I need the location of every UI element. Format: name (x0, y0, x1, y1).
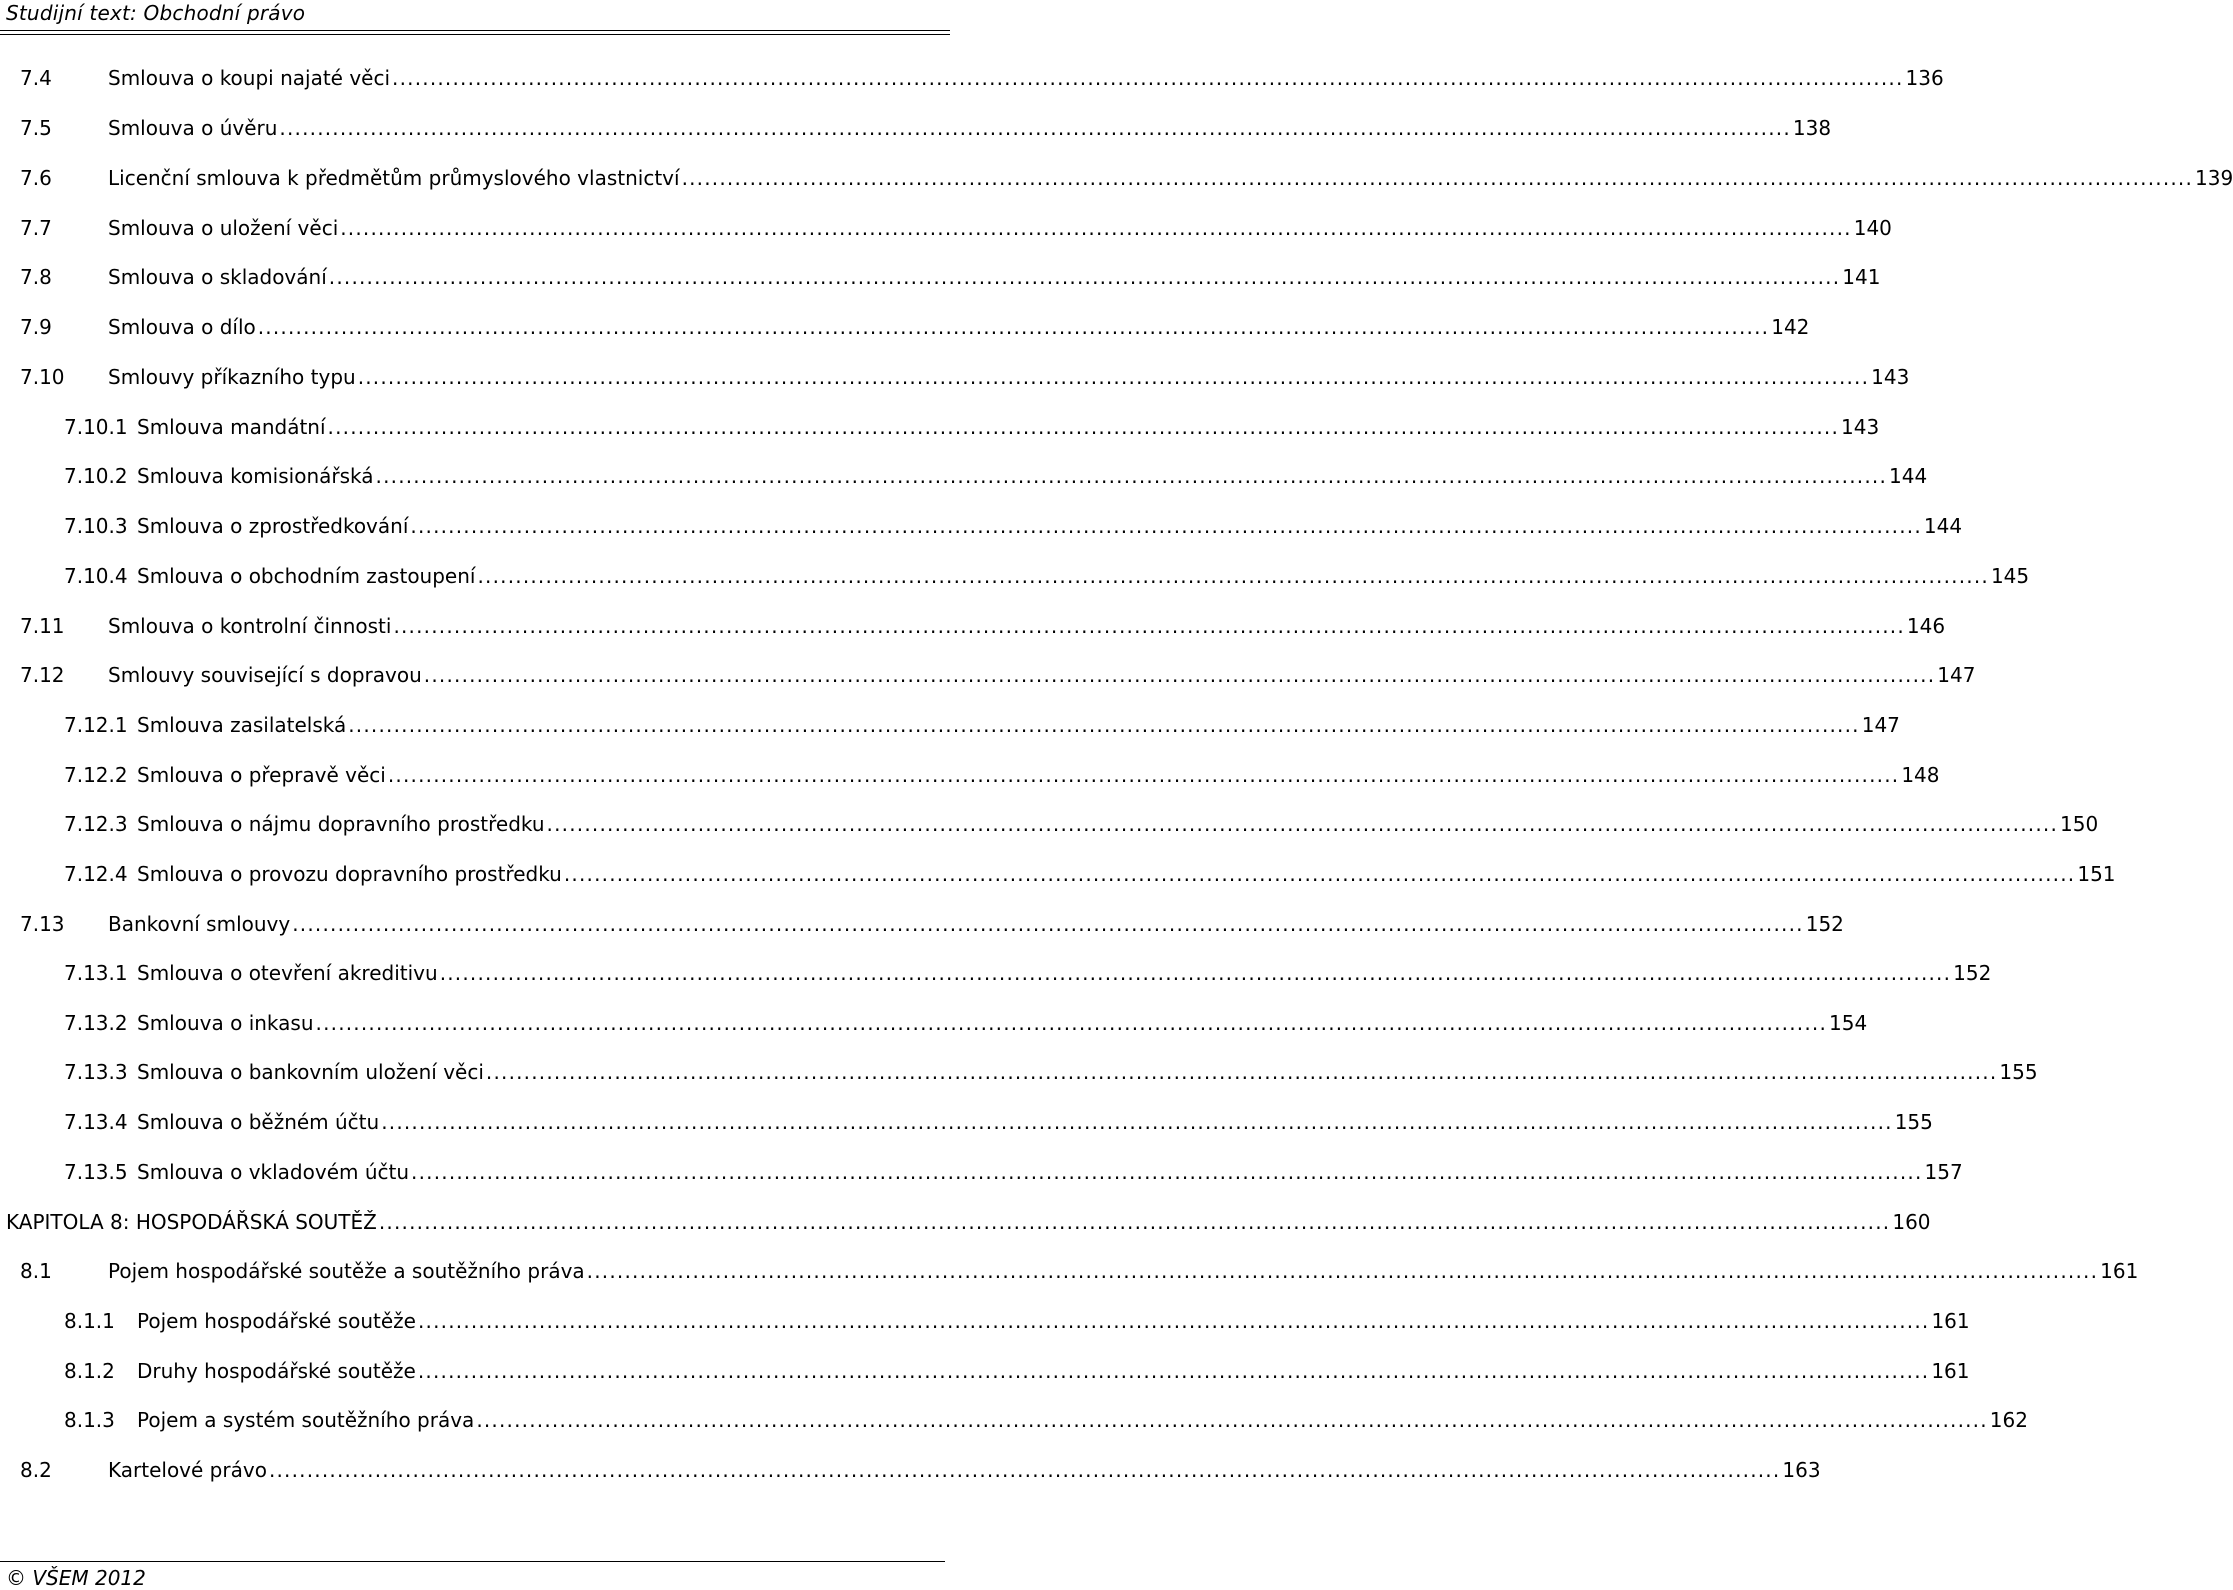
toc-entry-page-number: 152 (1805, 912, 1844, 936)
toc-entry[interactable] (20, 1259, 2139, 1284)
toc-entry[interactable] (64, 1408, 2028, 1433)
toc-entry-number: 7.13.4 (64, 1110, 128, 1134)
toc-entry-leader-dots: ........................................................................................................................................................................................................ (268, 1458, 1781, 1482)
header-rule-secondary (0, 34, 950, 35)
toc-entry-title: Smlouva o obchodním zastoupení (137, 564, 476, 588)
toc-entry[interactable] (20, 912, 1844, 937)
toc-entry-page-number: 139 (2195, 166, 2233, 190)
toc-entry-title: Pojem hospodářské soutěže (137, 1309, 416, 1333)
toc-entry[interactable] (64, 1309, 1970, 1334)
toc-entry[interactable] (64, 862, 2116, 887)
toc-entry-number: 7.12.3 (64, 812, 128, 836)
toc-entry-page-number: 161 (2100, 1259, 2139, 1283)
toc-entry-number: 7.7 (20, 216, 52, 240)
toc-entry-leader-dots: ........................................................................................................................................................................................................ (393, 614, 1905, 638)
toc-entry-title: Smlouva o vkladovém účtu (137, 1160, 410, 1184)
toc-entry-page-number: 150 (2060, 812, 2099, 836)
toc-entry-page-number: 146 (1906, 614, 1946, 638)
toc-entry[interactable] (64, 961, 1992, 986)
toc-entry-number: 7.10 (20, 365, 65, 389)
toc-entry-number: 7.11 (20, 614, 65, 638)
toc-entry-page-number: 160 (1892, 1210, 1931, 1234)
toc-entry[interactable] (20, 166, 2233, 191)
toc-entry-leader-dots: ........................................................................................................................................................................................................ (340, 216, 1852, 240)
toc-entry-leader-dots: ........................................................................................................................................................................................................ (315, 1011, 1827, 1035)
toc-entry-page-number: 161 (1931, 1309, 1970, 1333)
running-header-title: Studijní text: Obchodní právo (6, 1, 306, 25)
toc-entry[interactable] (20, 663, 1976, 688)
toc-entry-leader-dots: ........................................................................................................................................................................................................ (423, 663, 1936, 687)
toc-entry-leader-dots: ........................................................................................................................................................................................................ (387, 763, 1900, 787)
toc-entry[interactable] (64, 464, 1928, 489)
toc-entry-leader-dots: ........................................................................................................................................................................................................ (328, 265, 1841, 289)
toc-entry-page-number: 157 (1924, 1160, 1963, 1184)
toc-entry-page-number: 141 (1842, 265, 1881, 289)
toc-entry-number: 8.1.1 (64, 1309, 115, 1333)
toc-entry[interactable] (20, 265, 1881, 290)
toc-entry[interactable] (64, 1110, 1933, 1135)
toc-entry-number: 7.5 (20, 116, 52, 140)
toc-entry-leader-dots: ........................................................................................................................................................................................................ (410, 514, 1922, 538)
toc-entry-page-number: 138 (1792, 116, 1832, 140)
toc-entry-number: 8.2 (20, 1458, 52, 1482)
toc-entry-leader-dots: ........................................................................................................................................................................................................ (476, 1408, 1988, 1432)
toc-entry-title: Smlouva mandátní (137, 415, 326, 439)
toc-entry[interactable] (20, 365, 1910, 390)
toc-entry-page-number: 143 (1871, 365, 1910, 389)
toc-entry[interactable] (64, 514, 1963, 539)
toc-entry[interactable] (64, 713, 1900, 738)
toc-entry-page-number: 140 (1853, 216, 1892, 240)
toc-entry-page-number: 163 (1782, 1458, 1821, 1482)
toc-entry-title: Smlouva o skladování (108, 265, 327, 289)
toc-entry-page-number: 151 (2077, 862, 2116, 886)
toc-entry[interactable] (6, 1210, 1931, 1235)
toc-entry-number: 7.13 (20, 912, 65, 936)
toc-entry-leader-dots: ........................................................................................................................................................................................................ (485, 1060, 1998, 1084)
toc-entry-title: Smlouva o bankovním uložení věci (137, 1060, 484, 1084)
toc-entry[interactable] (64, 763, 1940, 788)
toc-entry-number: 7.12.2 (64, 763, 128, 787)
toc-entry-leader-dots: ........................................................................................................................................................................................................ (292, 912, 1804, 936)
toc-entry-page-number: 155 (1894, 1110, 1933, 1134)
toc-entry-leader-dots: ........................................................................................................................................................................................................ (327, 415, 1840, 439)
toc-entry-leader-dots: ........................................................................................................................................................................................................ (381, 1110, 1893, 1134)
toc-entry-leader-dots: ........................................................................................................................................................................................................ (417, 1359, 1930, 1383)
toc-entry-title: Smlouva o provozu dopravního prostředku (137, 862, 562, 886)
toc-entry-leader-dots: ........................................................................................................................................................................................................ (392, 66, 1904, 90)
toc-entry-page-number: 154 (1829, 1011, 1868, 1035)
toc-entry-page-number: 162 (1989, 1408, 2028, 1432)
toc-entry-title: Smlouvy související s dopravou (108, 663, 422, 687)
toc-entry-leader-dots: ........................................................................................................................................................................................................ (348, 713, 1860, 737)
toc-entry[interactable] (20, 116, 1832, 141)
toc-entry-page-number: 148 (1901, 763, 1940, 787)
toc-entry-page-number: 142 (1771, 315, 1810, 339)
footer-rule (0, 1561, 945, 1562)
toc-entry-number: 8.1.2 (64, 1359, 115, 1383)
toc-entry-page-number: 144 (1889, 464, 1928, 488)
toc-entry-leader-dots: ........................................................................................................................................................................................................ (357, 365, 1870, 389)
toc-entry-leader-dots: ........................................................................................................................................................................................................ (279, 116, 1791, 140)
toc-entry-page-number: 145 (1990, 564, 2030, 588)
toc-entry-title: Smlouva o přepravě věci (137, 763, 386, 787)
toc-entry-leader-dots: ........................................................................................................................................................................................................ (378, 1210, 1891, 1234)
toc-entry[interactable] (20, 66, 1944, 91)
toc-entry-leader-dots: ........................................................................................................................................................................................................ (375, 464, 1887, 488)
toc-entry-title: Smlouva zasilatelská (137, 713, 347, 737)
toc-entry-leader-dots: ........................................................................................................................................................................................................ (563, 862, 2076, 886)
toc-entry-page-number: 144 (1923, 514, 1963, 538)
toc-entry-title: Kartelové právo (108, 1458, 267, 1482)
footer-copyright: © VŠEM 2012 (6, 1566, 146, 1590)
toc-entry-leader-dots: ........................................................................................................................................................................................................ (411, 1160, 1923, 1184)
toc-entry-title: Smlouva o inkasu (137, 1011, 314, 1035)
toc-entry-leader-dots: ........................................................................................................................................................................................................ (439, 961, 1952, 985)
toc-entry[interactable] (20, 614, 1946, 639)
toc-entry-leader-dots: ........................................................................................................................................................................................................ (586, 1259, 2099, 1283)
toc-entry[interactable] (64, 1359, 1970, 1384)
toc-entry-number: 7.10.1 (64, 415, 128, 439)
toc-entry-page-number: 152 (1953, 961, 1992, 985)
toc-entry[interactable] (20, 216, 1892, 241)
toc-entry-title: Smlouva o otevření akreditivu (137, 961, 438, 985)
toc-entry-page-number: 155 (1999, 1060, 2038, 1084)
toc-entry-title: KAPITOLA 8: HOSPODÁŘSKÁ SOUTĚŽ (6, 1210, 377, 1234)
toc-entry[interactable] (64, 1160, 1963, 1185)
toc-entry-number: 7.12 (20, 663, 65, 687)
toc-entry-page-number: 147 (1861, 713, 1900, 737)
header-rule (0, 30, 950, 31)
toc-entry-title: Smlouva komisionářská (137, 464, 374, 488)
toc-entry-title: Druhy hospodářské soutěže (137, 1359, 416, 1383)
toc-entry-number: 7.10.4 (64, 564, 128, 588)
toc-entry-title: Smlouva o nájmu dopravního prostředku (137, 812, 545, 836)
toc-entry[interactable] (64, 415, 1880, 440)
toc-entry-title: Smlouva o běžném účtu (137, 1110, 380, 1134)
toc-entry-title: Smlouva o koupi najaté věci (108, 66, 391, 90)
toc-entry-page-number: 161 (1931, 1359, 1970, 1383)
toc-entry[interactable] (20, 1458, 1821, 1483)
toc-entry-number: 8.1.3 (64, 1408, 115, 1432)
toc-entry-number: 7.13.1 (64, 961, 128, 985)
toc-entry-title: Licenční smlouva k předmětům průmyslového vlastnictví (108, 166, 680, 190)
toc-entry-number: 7.13.5 (64, 1160, 128, 1184)
toc-entry-number: 7.8 (20, 265, 52, 289)
toc-entry-leader-dots: ........................................................................................................................................................................................................ (257, 315, 1770, 339)
toc-entry-number: 7.10.3 (64, 514, 128, 538)
toc-entry-page-number: 136 (1905, 66, 1944, 90)
toc-entry-number: 7.4 (20, 66, 52, 90)
toc-entry-number: 7.12.1 (64, 713, 128, 737)
toc-entry[interactable] (64, 812, 2099, 837)
toc-entry-title: Pojem hospodářské soutěže a soutěžního práva (108, 1259, 585, 1283)
toc-entry-title: Smlouvy příkazního typu (108, 365, 356, 389)
toc-entry-number: 7.9 (20, 315, 52, 339)
toc-entry-leader-dots: ........................................................................................................................................................................................................ (546, 812, 2059, 836)
toc-entry-title: Smlouva o kontrolní činnosti (108, 614, 392, 638)
toc-entry[interactable] (20, 315, 1810, 340)
toc-entry-title: Smlouva o zprostředkování (137, 514, 409, 538)
toc-entry-leader-dots: ........................................................................................................................................................................................................ (681, 166, 2194, 190)
toc-entry-number: 7.10.2 (64, 464, 128, 488)
toc-entry-title: Smlouva o úvěru (108, 116, 278, 140)
toc-entry-leader-dots: ........................................................................................................................................................................................................ (417, 1309, 1930, 1333)
toc-entry-number: 7.13.2 (64, 1011, 128, 1035)
toc-entry-title: Bankovní smlouvy (108, 912, 291, 936)
toc-entry-page-number: 147 (1937, 663, 1976, 687)
toc-entry-number: 8.1 (20, 1259, 52, 1283)
toc-entry[interactable] (64, 1060, 2038, 1085)
toc-entry-page-number: 143 (1841, 415, 1880, 439)
toc-entry[interactable] (64, 1011, 1868, 1036)
toc-entry-title: Pojem a systém soutěžního práva (137, 1408, 475, 1432)
toc-entry-title: Smlouva o dílo (108, 315, 256, 339)
toc-entry-number: 7.6 (20, 166, 52, 190)
toc-entry-leader-dots: ........................................................................................................................................................................................................ (477, 564, 1989, 588)
toc-entry-number: 7.13.3 (64, 1060, 128, 1084)
toc-entry-title: Smlouva o uložení věci (108, 216, 339, 240)
toc-entry-number: 7.12.4 (64, 862, 128, 886)
toc-entry[interactable] (64, 564, 2030, 589)
